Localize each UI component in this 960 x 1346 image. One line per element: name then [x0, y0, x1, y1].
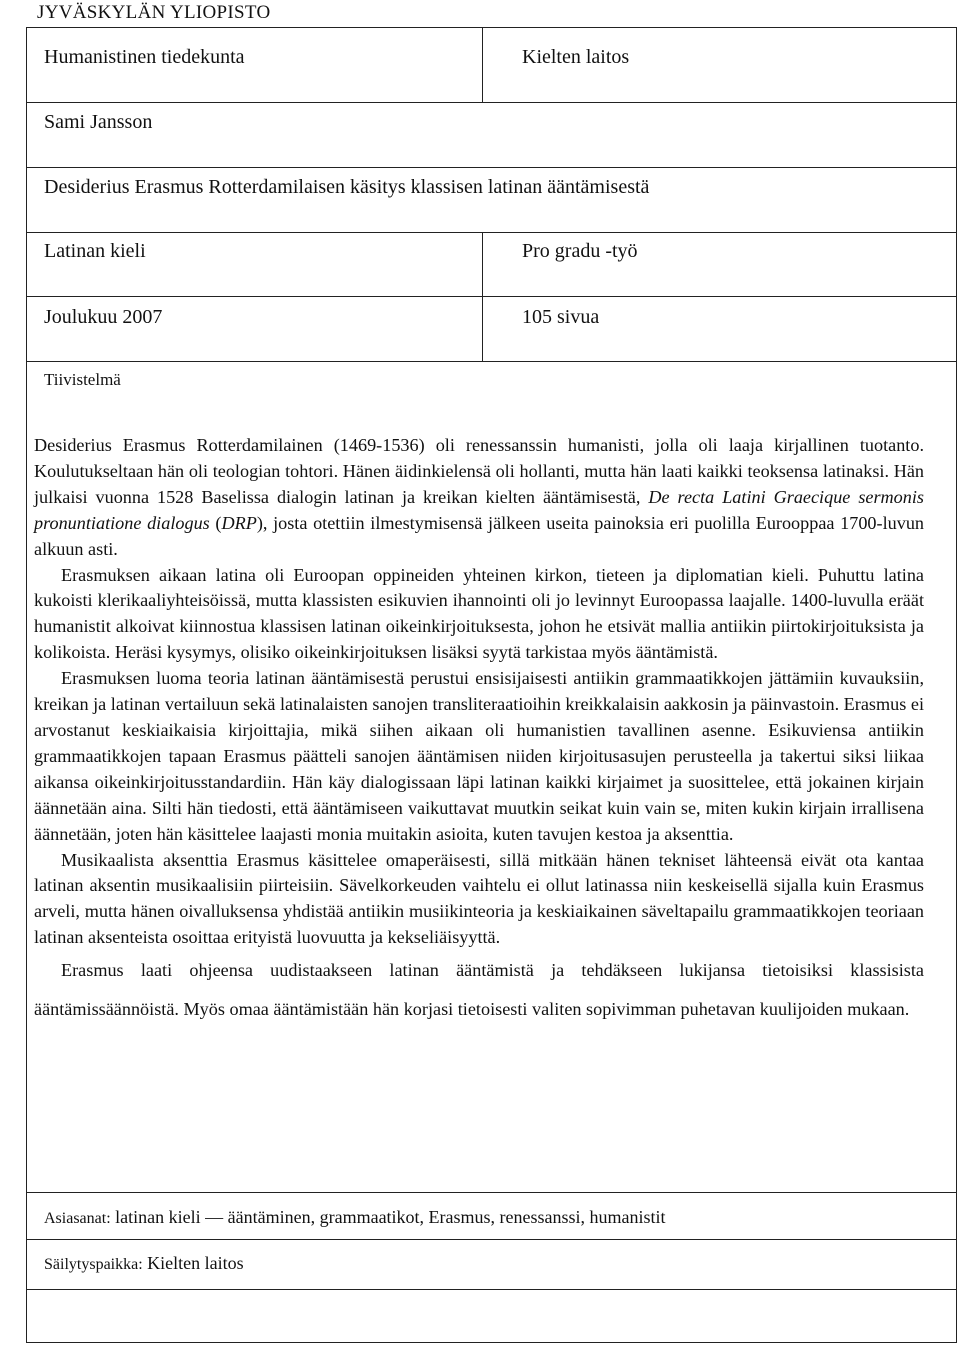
row-subject — [26, 233, 957, 297]
abstract-paragraph-3: Erasmuksen luoma teoria latinan ääntämisestä perustui ensisijaisesti antiikin grammaatikkojen jättämiin kuvauksiin, kreikan ja latinan vertailuun sekä latinalaisten sanojen transliteraatioihin kreikkalaisin aakkosin ja päinvastoin. Erasmus ei arvostanut keskiaikaisia kirjoittajia, mikä siihen aikaan oli humanistien tavallinen asenne. Esikuviensa antiikin grammaatikkojen tapaan Erasmus päätteli sanojen ääntämisen niiden kirjoitusasujen perusteella ja takertui siksi liikaa aikansa oikeinkirjoitusstandardiin. Hän käy dialogissaan läpi latinan kaikki kirjaimet ja suosittelee, että jokainen kirjain äännetään aina. Silti hän tiedosti, että ääntämiseen vaikuttavat muutkin seikat kuin vain se, miten kukin kirjain irrallisena äännetään, joten hän käsittelee laajasti monia muitakin asioita, kuten tavujen kestoa ja aksenttia. — [34, 668, 924, 844]
author: Sami Jansson — [44, 111, 153, 133]
divider-date — [482, 297, 483, 362]
abstract-paragraph-4: Musikaalista aksenttia Erasmus käsittelee omaperäisesti, sillä mitkään hänen tekniset lähteensä eivät ota kantaa latinan aksentin musikaalisiin piirteisiin. Sävelkorkeuden vaihtelu ei ollut latinassa niin keskeisellä sijalla kuin Erasmus arveli, mutta hänen oivalluksensa yhdistää antiikin musiikinteoria ja keskiaikainen säveltapailu grammaatikkojen teoriaan latinan aksenteista osoittaa erityistä luovuutta ja kekseliäisyyttä. — [34, 849, 924, 948]
abstract-paragraph-2: Erasmuksen aikaan latina oli Euroopan oppineiden yhteinen kirkon, tieteen ja diplomatian kieli. Puhuttu latina kukoisti klerikaaliyhteisöissä, mutta klassisten esikuvien ihannointi oli jo levinnyt Euroopassa laajalle. 1400-luvulla eräät humanistit alkoivat kiinnostua klassisen latinan oikeinkirjoituksesta, johon he etsivät mallia antiikin piirtokirjoituksista ja kolikoista. Heräsi kysymys, olisiko oikeinkirjoituksen lisäksi syytä tarkistaa myös ääntämistä. — [34, 564, 924, 663]
abstract-paragraph-5: Erasmus laati ohjeensa uudistaakseen latinan ääntämistä ja tehdäkseen lukijansa tietoisiksi klassisista ääntämissäännöistä. Myös omaa ääntämistään hän korjasi tietoisesti valiten sopivimman puhetavan kuulijoiden mukaan. — [34, 960, 924, 1019]
abstract-label: Tiivistelmä — [44, 370, 121, 389]
dialogue-abbreviation: DRP — [221, 512, 257, 533]
page-count: 105 sivua — [522, 306, 600, 328]
work-type: Pro gradu -työ — [522, 240, 638, 262]
row-keywords — [26, 1193, 957, 1240]
row-abstract — [26, 362, 957, 1193]
date: Joulukuu 2007 — [44, 306, 163, 328]
abstract-p1-text-b: ( — [209, 512, 222, 533]
abstract-p1-text-c: ), josta otettiin ilmestymisensä jälkeen useita painoksia eri puolilla Eurooppaa 1700-luvun alkuun asti. — [34, 512, 925, 559]
storage-label: Säilytyspaikka: — [44, 1256, 143, 1273]
divider-subject — [482, 233, 483, 297]
keywords-label: Asiasanat: — [44, 1210, 111, 1227]
thesis-title: Desiderius Erasmus Rotterdamilaisen käsitys klassisen latinan ääntämisestä — [44, 176, 650, 198]
row-storage — [26, 1240, 957, 1290]
keywords-value: latinan kieli — ääntäminen, grammaatikot, Erasmus, renessanssi, humanistit — [115, 1207, 666, 1227]
faculty: Humanistinen tiedekunta — [44, 46, 245, 68]
divider-faculty — [482, 27, 483, 103]
row-author — [26, 103, 957, 168]
abstract-p1-text-a: Desiderius Erasmus Rotterdamilainen (1469-1536) oli renessanssin humanisti, jolla oli laaja kirjallinen tuotanto. Koulutukseltaan hän oli teologian tohtori. Hänen äidinkielensä oli hollanti, mutta hän laati kaikki teoksensa latinaksi. Hän julkaisi vuonna 1528 Baselissa dialogin latinan ja kreikan kielten ääntämisestä, — [34, 435, 924, 507]
dialogue-title: De recta Latini Graecique sermonis pronuntiatione dialogus — [34, 486, 925, 533]
university-name: JYVÄSKYLÄN YLIOPISTO — [37, 2, 271, 23]
row-date — [26, 297, 957, 362]
department: Kielten laitos — [522, 46, 630, 68]
subject: Latinan kieli — [44, 240, 146, 262]
storage-value: Kielten laitos — [147, 1253, 244, 1273]
